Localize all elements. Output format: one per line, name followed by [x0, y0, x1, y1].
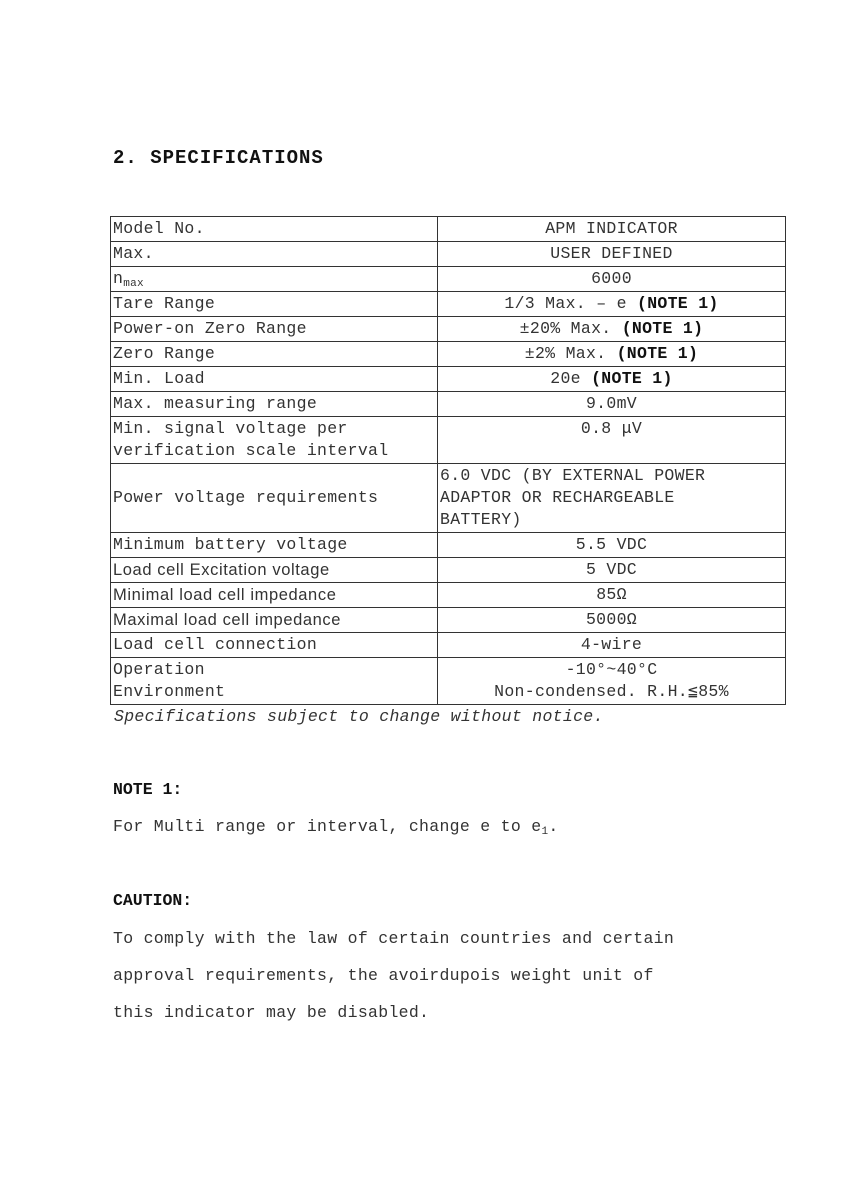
spec-value-model: APM INDICATOR [438, 217, 786, 242]
table-row [111, 464, 786, 533]
spec-label-measuring: Max. measuring range [111, 392, 438, 417]
min-load-note: (NOTE 1) [591, 369, 673, 388]
spec-value-min-impedance: 85Ω [438, 583, 786, 608]
spec-value-power-voltage [438, 464, 786, 533]
spec-label-tare: Tare Range [111, 292, 438, 317]
spec-label-power-zero: Power-on Zero Range [111, 317, 438, 342]
spec-value-min-load [438, 367, 786, 392]
caution-text [113, 920, 753, 1031]
tare-value: 1/3 Max. – e [504, 294, 627, 313]
specifications-table [110, 216, 786, 705]
table-row [111, 317, 786, 342]
note1-title: NOTE 1: [113, 780, 183, 799]
power-zero-value: ±20% Max. [519, 319, 612, 338]
spec-label-power-voltage: Power voltage requirements [111, 464, 438, 533]
table-row [111, 417, 786, 464]
spec-label-nmax [111, 267, 438, 292]
table-row [111, 292, 786, 317]
power-voltage-line3: BATTERY) [440, 510, 522, 529]
table-row [111, 608, 786, 633]
page-title: 2. SPECIFICATIONS [113, 147, 324, 169]
spec-value-nmax: 6000 [438, 267, 786, 292]
spec-label-max-impedance: Maximal load cell impedance [111, 608, 438, 633]
spec-label-model: Model No. [111, 217, 438, 242]
power-voltage-line2: ADAPTOR OR RECHARGEABLE [440, 488, 675, 507]
table-row [111, 583, 786, 608]
spec-label-min-impedance: Minimal load cell impedance [111, 583, 438, 608]
power-voltage-line1: 6.0 VDC (BY EXTERNAL POWER [440, 466, 706, 485]
nmax-subscript: max [123, 278, 144, 290]
table-row [111, 558, 786, 583]
spec-label-environment [111, 658, 438, 705]
caution-line1: To comply with the law of certain countries and certain [113, 929, 675, 948]
caution-title: CAUTION: [113, 891, 193, 910]
environment-label-line1: Operation [113, 660, 205, 679]
spec-value-environment [438, 658, 786, 705]
table-row [111, 658, 786, 705]
spec-value-min-battery: 5.5 VDC [438, 533, 786, 558]
note1-text [113, 808, 753, 845]
spec-label-min-load: Min. Load [111, 367, 438, 392]
nmax-symbol: n [113, 269, 124, 288]
spec-value-excitation: 5 VDC [438, 558, 786, 583]
spec-value-measuring: 9.0mV [438, 392, 786, 417]
spec-value-power-zero [438, 317, 786, 342]
zero-note: (NOTE 1) [616, 344, 699, 363]
spec-value-signal: 0.8 μV [438, 417, 786, 464]
table-row [111, 267, 786, 292]
spec-label-zero: Zero Range [111, 342, 438, 367]
power-zero-note: (NOTE 1) [621, 319, 704, 338]
table-row [111, 242, 786, 267]
spec-value-connection: 4-wire [438, 633, 786, 658]
spec-value-max-impedance: 5000Ω [438, 608, 786, 633]
disclaimer-text: Specifications subject to change without notice. [114, 707, 604, 726]
table-row [111, 367, 786, 392]
environment-humidity: Non-condensed. R.H.≦85% [494, 682, 729, 701]
spec-value-tare [438, 292, 786, 317]
table-row [111, 633, 786, 658]
environment-temperature: -10°~40°C [565, 660, 658, 679]
table-row [111, 392, 786, 417]
note1-body: For Multi range or interval, change e to e [113, 817, 542, 836]
table-row [111, 342, 786, 367]
environment-label-line2: Environment [113, 682, 226, 701]
spec-label-excitation: Load cell Excitation voltage [111, 558, 438, 583]
spec-label-min-battery: Minimum battery voltage [111, 533, 438, 558]
table-row [111, 533, 786, 558]
spec-label-connection: Load cell connection [111, 633, 438, 658]
caution-line2: approval requirements, the avoirdupois weight unit of [113, 966, 654, 985]
spec-label-signal [111, 417, 438, 464]
note1-period: . [548, 817, 559, 836]
spec-value-zero [438, 342, 786, 367]
zero-value: ±2% Max. [524, 344, 607, 363]
spec-value-max: USER DEFINED [438, 242, 786, 267]
spec-label-max: Max. [111, 242, 438, 267]
min-load-value: 20e [550, 369, 581, 388]
signal-label-line2: verification scale interval [113, 441, 389, 460]
table-row [111, 217, 786, 242]
tare-note: (NOTE 1) [637, 294, 719, 313]
note1-subscript: 1 [541, 826, 549, 838]
caution-line3: this indicator may be disabled. [113, 1003, 430, 1022]
signal-label-line1: Min. signal voltage per [113, 419, 348, 438]
